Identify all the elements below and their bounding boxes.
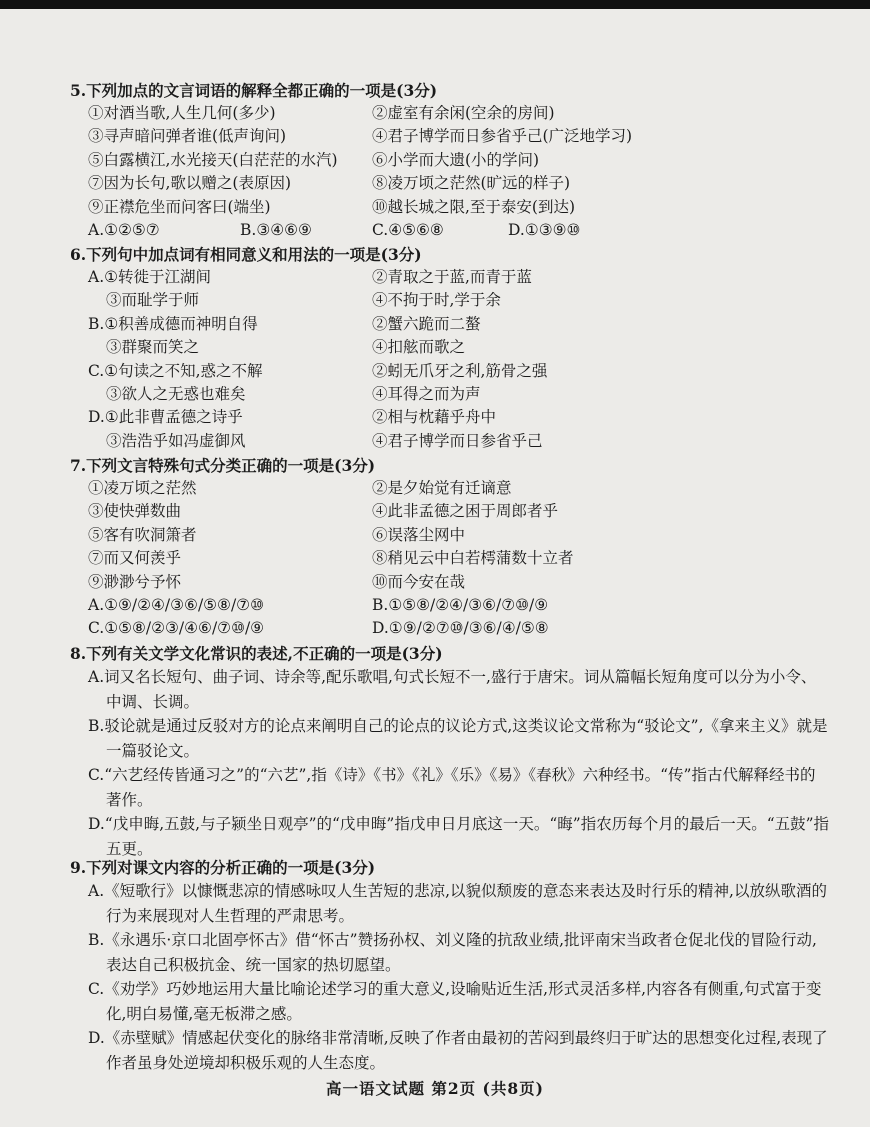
q5-options	[70, 219, 830, 242]
q7-item: ③使快弹数曲	[88, 502, 182, 521]
q6-item: ②蚓无爪牙之利,筋骨之强	[372, 361, 548, 380]
q6-item: A.①转徙于江湖间	[88, 268, 212, 286]
q5-item: ⑧凌万顷之茫然(旷远的样子)	[372, 174, 571, 193]
q5-item: ③寻声暗问弹者谁(低声询问)	[88, 127, 287, 146]
q5-option-c: C.④⑤⑥⑧	[372, 220, 444, 239]
q6-item: ②蟹六跪而二螯	[372, 314, 481, 333]
question-5	[70, 80, 830, 242]
q6-item: ④不拘于时,学于余	[372, 291, 501, 310]
q7-item: ④此非孟德之困于周郎者乎	[372, 502, 559, 521]
q7-item: ⑤客有吹洞箫者	[88, 525, 197, 544]
q5-item: ⑥小学而大遗(小的学问)	[372, 150, 540, 169]
q7-option-c: C.①⑤⑧/②③/④⑥/⑦⑩/⑨	[88, 619, 265, 638]
q5-option-b: B.③④⑥⑨	[240, 220, 312, 239]
q7-item: ②是夕始觉有迁谪意	[372, 479, 512, 497]
q7-option-d: D.①⑨/②⑦⑩/③⑥/④/⑤⑧	[372, 619, 549, 638]
q9-option-d: D.《赤壁赋》情感起伏变化的脉络非常清晰,反映了作者由最初的苦闷到最终归于旷达的思想变化过程,表现了作者虽身处逆境却积极乐观的人生态度。	[88, 1029, 828, 1072]
question-6	[70, 244, 830, 453]
q5-option-d: D.①③⑨⑩	[508, 220, 581, 239]
q6-item: ②相与枕藉乎舟中	[372, 408, 497, 427]
question-7	[70, 455, 830, 641]
q9-option-a: A.《短歌行》以慷慨悲凉的情感咏叹人生苦短的悲凉,以貌似颓废的意态来表达及时行乐的精神,以放纵歌酒的行为来展现对人生哲理的严肃思考。	[88, 882, 827, 925]
q6-item: B.①积善成德而神明自得	[88, 314, 258, 333]
q8-options	[70, 665, 830, 861]
q6-item: ④君子博学而日参省乎己	[372, 431, 543, 450]
q6-item: ③欲人之无惑也难矣	[106, 384, 246, 403]
question-8-title: 8.下列有关文学文化常识的表述,不正确的一项是(3分)	[70, 644, 443, 663]
q9-option-c: C.《劝学》巧妙地运用大量比喻论述学习的重大意义,设喻贴近生活,形式灵活多样,内容各有侧重,句式富于变化,明白易懂,毫无板滞之感。	[88, 980, 822, 1023]
q6-item: ②青取之于蓝,而青于蓝	[372, 268, 532, 286]
q5-item: ⑩越长城之限,至于泰安(到达)	[372, 197, 576, 216]
q5-item: ⑨正襟危坐而问客曰(端坐)	[88, 197, 271, 216]
q5-item: ①对酒当歌,人生几何(多少)	[88, 104, 276, 122]
q7-item: ⑨渺渺兮予怀	[88, 572, 182, 591]
q7-item: ⑩而今安在哉	[372, 572, 466, 591]
question-8	[70, 643, 830, 861]
q6-item: ④耳得之而为声	[372, 384, 481, 403]
question-7-title: 7.下列文言特殊句式分类正确的一项是(3分)	[70, 456, 376, 475]
q8-option-b: B.驳论就是通过反驳对方的论点来阐明自己的论点的议论方式,这类议论文常称为“驳论文”,《拿来主义》就是一篇驳论文。	[88, 717, 828, 760]
q7-item: ⑥误落尘网中	[372, 525, 466, 544]
q6-item: ③而耻学于师	[106, 291, 200, 310]
question-9	[70, 857, 830, 1075]
question-6-title: 6.下列句中加点词有相同意义和用法的一项是(3分)	[70, 245, 422, 264]
q5-item: ④君子博学而日参省乎己(广泛地学习)	[372, 127, 633, 146]
q7-option-b: B.①⑤⑧/②④/③⑥/⑦⑩/⑨	[372, 595, 549, 614]
q8-option-a: A.词又名长短句、曲子词、诗余等,配乐歌唱,句式长短不一,盛行于唐宋。词从篇幅长短角度可以分为小令、中调、长调。	[88, 668, 817, 711]
q5-item: ②虚室有余闲(空余的房间)	[372, 104, 555, 122]
q8-option-c: C.“六艺经传皆通习之”的“六艺”,指《诗》《书》《礼》《乐》《易》《春秋》六种经书。“传”指古代解释经书的著作。	[88, 766, 816, 809]
q7-item: ⑦而又何羡乎	[88, 549, 182, 568]
q5-item: ⑦因为长句,歌以赠之(表原因)	[88, 174, 292, 193]
q8-option-d: D.“戊申晦,五鼓,与子颍坐日观亭”的“戊申晦”指戊申日月底这一天。“晦”指农历每个月的最后一天。“五鼓”指五更。	[88, 815, 830, 858]
page-footer: 高一语文试题 第2页 (共8页)	[325, 1079, 545, 1098]
question-9-title: 9.下列对课文内容的分析正确的一项是(3分)	[70, 858, 376, 877]
q6-item: ④扣舷而歌之	[372, 338, 466, 357]
q5-option-a: A.①②⑤⑦	[88, 220, 160, 239]
q6-item: ③浩浩乎如冯虚御风	[106, 431, 246, 450]
q7-item: ①凌万顷之茫然	[88, 479, 197, 497]
q6-item: C.①句读之不知,惑之不解	[88, 361, 263, 380]
q7-option-a: A.①⑨/②④/③⑥/⑤⑧/⑦⑩	[88, 595, 264, 614]
q5-item: ⑤白露横江,水光接天(白茫茫的水汽)	[88, 150, 338, 169]
q9-options	[70, 879, 830, 1075]
q7-item: ⑧稍见云中白若樗蒲数十立者	[372, 549, 574, 568]
question-5-title: 5.下列加点的文言词语的解释全都正确的一项是(3分)	[70, 81, 438, 100]
q6-item: D.①此非曹孟德之诗乎	[88, 408, 243, 427]
q6-item: ③群聚而笑之	[106, 338, 200, 357]
q9-option-b: B.《永遇乐·京口北固亭怀古》借“怀古”赞扬孙权、刘义隆的抗敌业绩,批评南宋当政者仓促北伐的冒险行动,表达自己积极抗金、统一国家的热切愿望。	[88, 931, 817, 974]
